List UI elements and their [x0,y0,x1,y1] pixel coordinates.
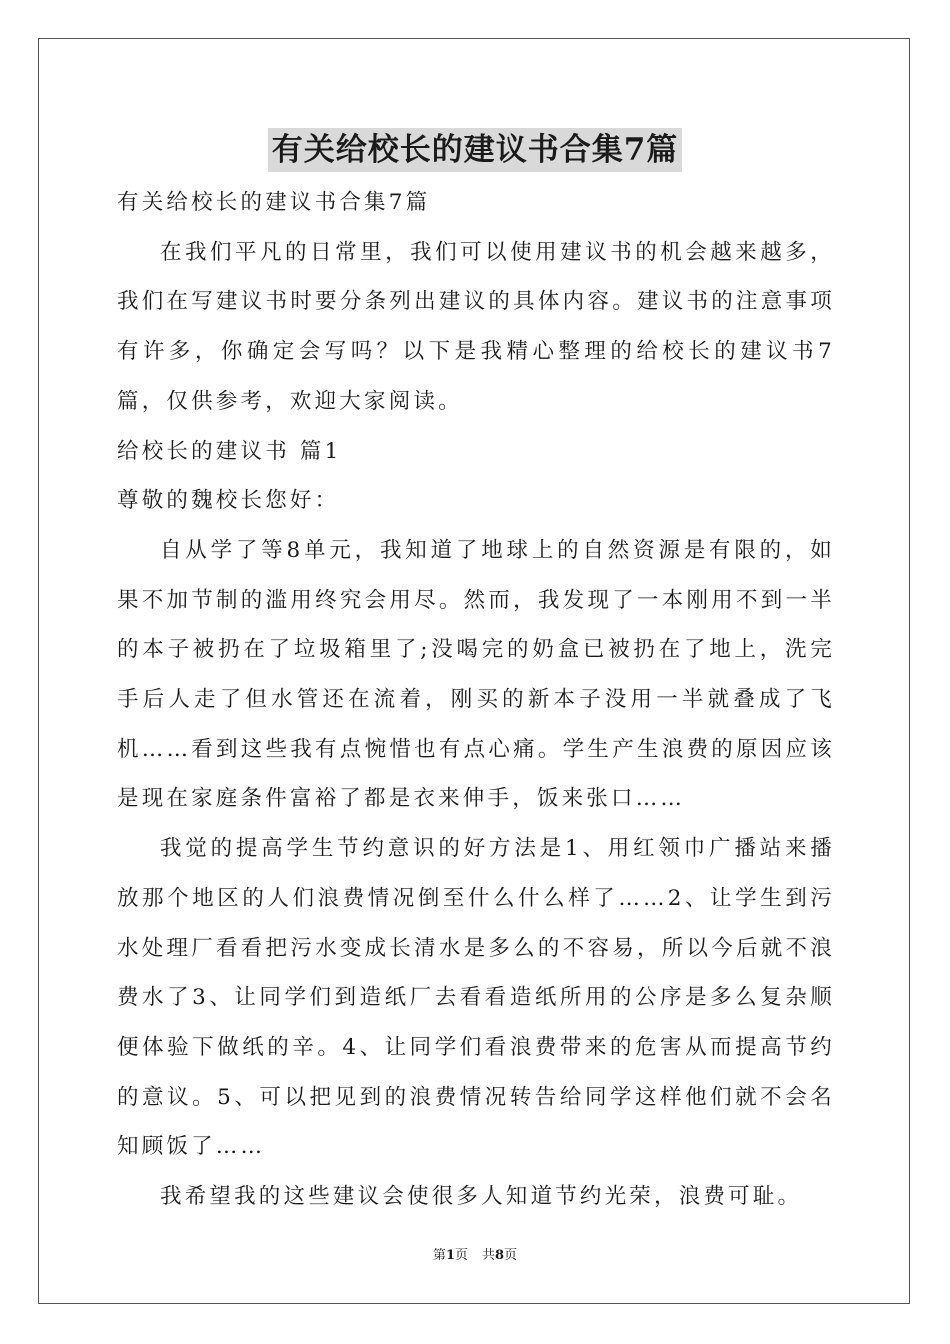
document-title: 有关给校长的建议书合集7篇 [268,128,683,172]
page-prefix: 第 [432,1248,446,1263]
current-page-number: 1 [445,1248,455,1263]
paragraph-body-3: 我希望我的这些建议会使很多人知道节约光荣，浪费可耻。 [160,1184,803,1210]
document-title-block [0,128,950,177]
total-prefix: 共 [482,1248,496,1263]
page-footer [0,1246,950,1266]
paragraph-subtitle: 有关给校长的建议书合集7篇 [117,190,431,215]
total-suffix: 页 [504,1248,518,1263]
paragraph-intro: 在我们平凡的日常里，我们可以使用建议书的机会越来越多，我们在写建议书时要分条列出建议的具体内容。建议书的注意事项有许多，你确定会写吗？以下是我精心整理的给校长的建议书7篇，仅供参考，欢迎大家阅读。 [117,239,835,414]
salutation: 尊敬的魏校长您好： [117,488,340,514]
document-body [117,178,835,1222]
page-suffix: 页 [454,1248,468,1263]
total-page-count: 8 [495,1248,505,1263]
section-heading: 给校长的建议书 篇1 [117,438,342,464]
paragraph-body-2: 我觉的提高学生节约意识的好方法是1、用红领巾广播站来播放那个地区的人们浪费情况倒至什么什么样了……2、让学生到污水处理厂看看把污水变成长清水是多么的不容易，所以今后就不浪费水了3、让同学们到造纸厂去看看造纸所用的公序是多么复杂顺便体验下做纸的辛。4、让同学们看浪费带来的危害从而提高节约的意议。5、可以把见到的浪费情况转告给同学这样他们就不会名知顾饭了…… [117,836,835,1160]
paragraph-body-1: 自从学了等8单元，我知道了地球上的自然资源是有限的，如果不加节制的滥用终究会用尽。然而，我发现了一本刚用不到一半的本子被扔在了垃圾箱里了;没喝完的奶盒已被扔在了地上，洗完手后人走了但水管还在流着，刚买的新本子没用一半就叠成了飞机……看到这些我有点惋惜也有点心痛。学生产生浪费的原因应该是现在家庭条件富裕了都是衣来伸手，饭来张口…… [117,537,835,812]
